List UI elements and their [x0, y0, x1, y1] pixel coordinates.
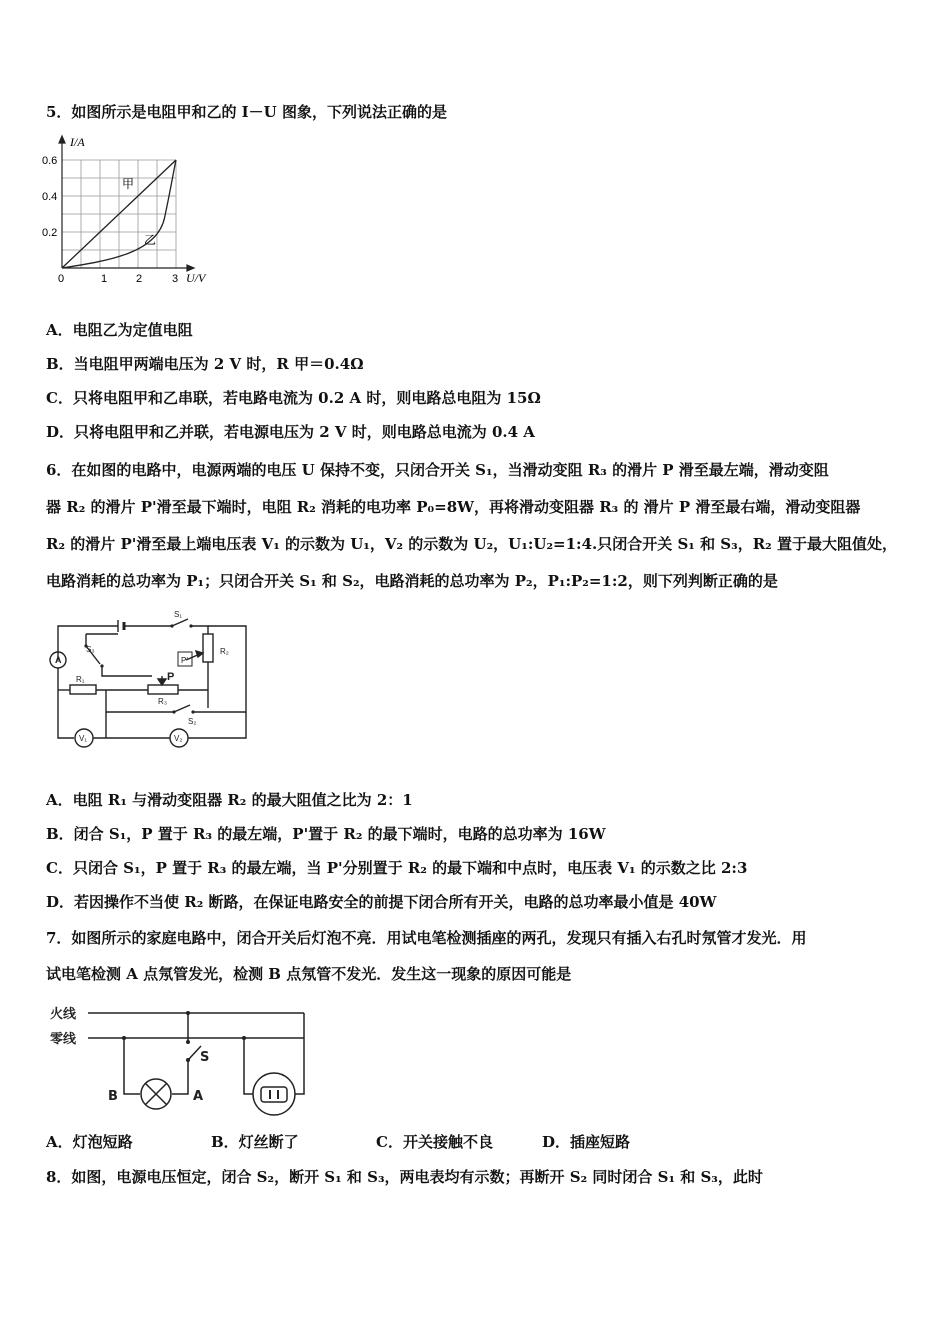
q6-stem-line-3: R₂ 的滑片 P'滑至最上端电压表 V₁ 的示数为 U₁，V₂ 的示数为 U₂，U₁:U₂=1:4.只闭合开关 S₁ 和 S₃，R₂ 置于最大阻值处， — [46, 535, 897, 553]
q5-option-c: C．只将电阻甲和乙串联，若电路电流为 0.2 A 时，则电路总电阻为 15Ω — [46, 389, 541, 407]
q7-option-b: B．灯丝断了 — [211, 1133, 299, 1151]
label-r1: R₁ — [76, 675, 85, 684]
q6-stem-line-4: 电路消耗的总功率为 P₁；只闭合开关 S₁ 和 S₂，电路消耗的总功率为 P₂，P₁:P₂=1:2，则下列判断正确的是 — [46, 572, 778, 590]
q7-options — [46, 1132, 630, 1152]
q8-stem: 8．如图，电源电压恒定，闭合 S₂，断开 S₁ 和 S₃，两电表均有示数；再断开 S₂ 同时闭合 S₁ 和 S₃，此时 — [46, 1168, 763, 1186]
live-wire-label: 火线 — [50, 1007, 77, 1022]
q5-option-a: A．电阻乙为定值电阻 — [46, 321, 193, 339]
x-tick-0: 0 — [58, 273, 65, 285]
voltmeter-v1-label: V₁ — [79, 734, 88, 743]
label-s3: S₃ — [86, 645, 95, 654]
q7-option-a: A．灯泡短路 — [46, 1133, 133, 1151]
q6-stem-line-1: 6．在如图的电路中，电源两端的电压 U 保持不变，只闭合开关 S₁，当滑动变阻 R₃ 的滑片 P 滑至最左端，滑动变阻 — [46, 461, 829, 479]
voltmeter-v2-label: V₂ — [174, 734, 183, 743]
q6-option-d: D．若因操作不当使 R₂ 断路，在保证电路安全的前提下闭合所有开关，电路的总功率最小值是 40W — [46, 893, 717, 911]
point-a-label: A — [193, 1089, 204, 1104]
q6-stem-line-2: 器 R₂ 的滑片 P'滑至最下端时，电阻 R₂ 消耗的电功率 P₀=8W，再将滑动变阻器 R₃ 的 滑片 P 滑至最右端，滑动变阻器 — [46, 498, 861, 516]
q7-option-d: D．插座短路 — [542, 1133, 631, 1151]
label-p-prime: P' — [181, 656, 188, 665]
x-tick-3: 3 — [172, 273, 179, 285]
y-tick-0.2: 0.2 — [42, 227, 58, 239]
q5-option-d: D．只将电阻甲和乙并联，若电源电压为 2 V 时，则电路总电流为 0.4 A — [46, 423, 535, 441]
label-p: P — [167, 671, 175, 683]
q6-option-b: B．闭合 S₁，P 置于 R₃ 的最左端，P'置于 R₂ 的最下端时，电路的总功率为 16W — [46, 825, 606, 843]
q5-option-b: B．当电阻甲两端电压为 2 V 时，R 甲＝0.4Ω — [46, 355, 364, 373]
q7-stem-line-2: 试电笔检测 A 点氖管发光，检测 B 点氖管不发光．发生这一现象的原因可能是 — [46, 965, 572, 983]
label-s2: S₂ — [188, 717, 197, 726]
axes — [59, 136, 194, 271]
y-tick-0.6: 0.6 — [42, 155, 58, 167]
q6-option-a: A．电阻 R₁ 与滑动变阻器 R₂ 的最大阻值之比为 2：1 — [46, 791, 413, 809]
x-tick-1: 1 — [101, 273, 108, 285]
q7-option-c: C．开关接触不良 — [376, 1133, 493, 1151]
label-r2: R₂ — [220, 647, 229, 656]
x-tick-2: 2 — [136, 273, 143, 285]
x-axis-label: U/V — [186, 271, 206, 285]
q7-household-circuit — [46, 998, 316, 1118]
y-tick-0.4: 0.4 — [42, 191, 58, 203]
point-b-label: B — [108, 1089, 118, 1104]
switch-label: S — [200, 1050, 210, 1065]
q5-iu-graph — [40, 132, 230, 292]
label-s1: S₁ — [174, 610, 183, 619]
q5-stem: 5．如图所示是电阻甲和乙的 I－U 图象，下列说法正确的是 — [46, 103, 447, 121]
q6-option-c: C．只闭合 S₁，P 置于 R₃ 的最左端，当 P'分别置于 R₂ 的最下端和中点时，电压表 V₁ 的示数之比 2:3 — [46, 859, 748, 877]
label-r3: R₃ — [158, 697, 168, 706]
ammeter-label: A — [55, 655, 62, 665]
neutral-wire-label: 零线 — [50, 1032, 77, 1047]
q6-circuit-diagram — [46, 608, 256, 753]
curve-label-jia: 甲 — [122, 177, 135, 191]
y-axis-label: I/A — [70, 135, 85, 149]
q7-stem-line-1: 7．如图所示的家庭电路中，闭合开关后灯泡不亮．用试电笔检测插座的两孔，发现只有插入右孔时氖管才发光．用 — [46, 929, 807, 947]
curve-label-yi: 乙 — [144, 233, 157, 247]
